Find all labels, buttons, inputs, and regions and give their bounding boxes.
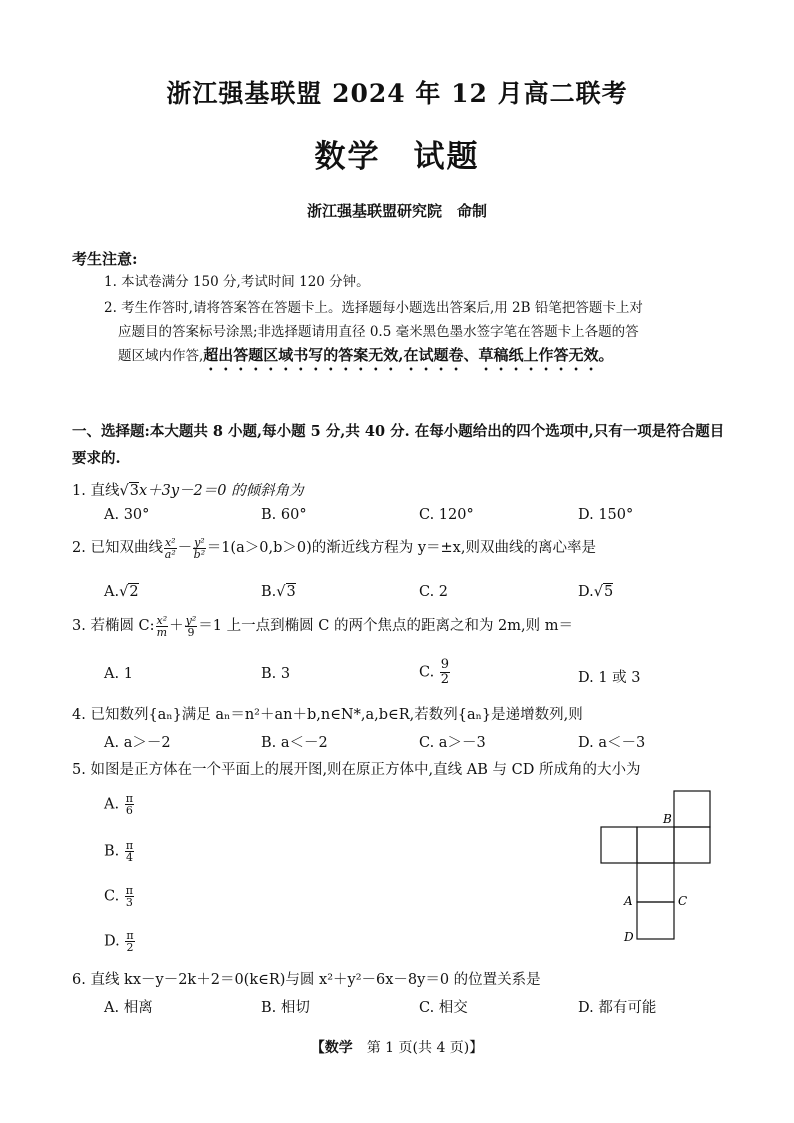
- q1-option-a: A. 30°: [104, 507, 150, 523]
- q3-option-a: A. 1: [104, 666, 133, 682]
- label-c: C: [678, 894, 688, 908]
- q5-option-b: B. $\frac{\pi}{4}$: [104, 839, 134, 864]
- q6-option-d: D. 都有可能: [578, 1000, 657, 1016]
- notice-item-2-line-3: [118, 345, 614, 374]
- notice-item-1: 1. 本试卷满分 150 分,考试时间 120 分钟。: [104, 274, 370, 290]
- sqrt-sign: √: [119, 483, 129, 499]
- question-2-stem: 2. 已知双曲线 $\frac{\text{x²}}{\text{a²}}$ － $\frac{\text{y²}}{\text{b²}}$ ＝1(a＞0,b＞0)的渐近线方程为 y＝±x,则双曲线的离心率是: [72, 535, 596, 561]
- fraction-y2-9: $\frac{\text{y²}}{9}$: [185, 613, 197, 639]
- q2-option-b: B.√3: [261, 584, 296, 600]
- question-5-stem: 5. 如图是正方体在一个平面上的展开图,则在原正方体中,直线 AB 与 CD 所成角的大小为: [72, 762, 641, 778]
- q4-option-b: B. a＜－2: [261, 735, 328, 751]
- notice-item-2-line-2: 应题目的答案标号涂黑;非选择题请用直径 0.5 毫米黑色墨水签字笔在答题卡上各题的答: [118, 324, 639, 340]
- q3-option-c: C. $\frac{9}{2}$: [419, 657, 450, 687]
- subject-title: 数学 试题: [314, 139, 480, 175]
- q6-option-a: A. 相离: [104, 1000, 153, 1016]
- notice-emphasis-text: 超出答题区域书写的答案无效,在试题卷、草稿纸上作答无效。: [203, 346, 614, 364]
- exam-title: 浙江强基联盟 2024 年 12 月高二联考: [166, 79, 628, 108]
- q3-option-d: D. 1 或 3: [578, 670, 641, 686]
- q1-option-d: D. 150°: [578, 507, 634, 523]
- net-square-center: [637, 827, 674, 863]
- q6-option-c: C. 相交: [419, 1000, 468, 1016]
- q6-option-b: B. 相切: [261, 1000, 310, 1016]
- net-square-bottom: [637, 902, 674, 939]
- q4-option-c: C. a＞－3: [419, 735, 486, 751]
- q1-option-c: C. 120°: [419, 507, 474, 523]
- notice-plain-text: 题区域内作答,: [118, 348, 204, 364]
- page-footer: 【数学 第 1 页(共 4 页)】: [310, 1040, 484, 1056]
- label-d: D: [624, 930, 634, 944]
- q2-option-d: D.√5: [578, 584, 614, 600]
- q2-option-a: A.√2: [104, 584, 139, 600]
- q4-option-a: A. a＞－2: [104, 735, 171, 751]
- net-square-left: [601, 827, 637, 863]
- net-square-top: [674, 791, 710, 827]
- notice-heading: 考生注意:: [72, 250, 138, 268]
- q5-option-d: D. $\frac{\pi}{2}$: [104, 929, 134, 954]
- notice-item-2-line-1: 2. 考生作答时,请将答案答在答题卡上。选择题每小题选出答案后,用 2B 铅笔把答题卡上对: [104, 300, 643, 316]
- fraction-x2-m: $\frac{\text{x²}}{m}$: [156, 613, 168, 639]
- question-4-stem: 4. 已知数列{aₙ}满足 aₙ＝n²＋an＋b,n∈N*,a,b∈R,若数列{aₙ}是递增数列,则: [72, 707, 583, 723]
- q3-option-b: B. 3: [261, 666, 291, 682]
- fraction-y2-b2: $\frac{\text{y²}}{\text{b²}}$: [193, 535, 206, 561]
- section-1-heading: 一、选择题:本大题共 8 小题,每小题 5 分,共 40 分. 在每小题给出的四个选项中,只有一项是符合题目要求的.: [72, 423, 725, 467]
- q5-option-a: A. $\frac{\pi}{6}$: [104, 792, 133, 817]
- question-3-stem: 3. 若椭圆 C: $\frac{\text{x²}}{m}$ ＋ $\frac{\text{y²}}{9}$ ＝1 上一点到椭圆 C 的两个焦点的距离之和为 2m,则 m＝: [72, 613, 573, 639]
- maker-line: 浙江强基联盟研究院 命制: [306, 202, 487, 220]
- q5-option-c: C. $\frac{\pi}{3}$: [104, 884, 134, 909]
- q4-option-d: D. a＜－3: [578, 735, 646, 751]
- question-1-stem: 1. 直线√3x＋3y－2＝0 的倾斜角为: [72, 483, 304, 499]
- label-b: B: [663, 812, 672, 826]
- label-a: A: [624, 894, 633, 908]
- question-6-stem: 6. 直线 kx－y－2k＋2＝0(k∈R)与圆 x²＋y²－6x－8y＝0 的位置关系是: [72, 972, 541, 988]
- net-square-right: [674, 827, 710, 863]
- q2-option-c: C. 2: [419, 584, 449, 600]
- fraction-x2-a2: $\frac{\text{x²}}{\text{a²}}$: [164, 535, 176, 561]
- cube-net-figure: [590, 785, 715, 950]
- net-square-lower: [637, 863, 674, 902]
- q1-option-b: B. 60°: [261, 507, 307, 523]
